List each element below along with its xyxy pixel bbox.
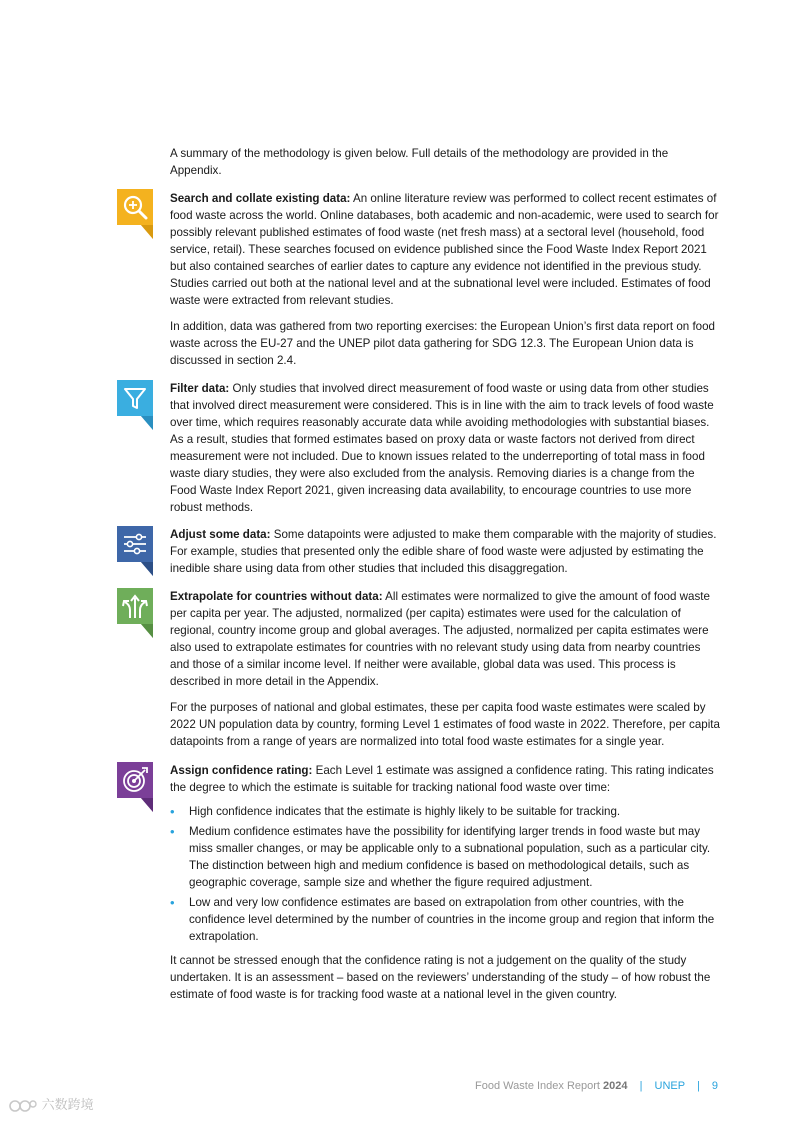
step-search-extra: In addition, data was gathered from two reporting exercises: the European Union’s first data report on food waste across the EU-27 and the UNEP pilot data gathering for SDG 12.3. The European Union data is discussed in section 2.4. xyxy=(170,320,716,367)
intro-paragraph: A summary of the methodology is given below. Full details of the methodology are provided in the Appendix. xyxy=(170,147,669,177)
watermark xyxy=(8,1096,94,1114)
watermark-text: 六数跨境 xyxy=(41,1097,94,1112)
funnel-icon xyxy=(117,380,155,432)
footer-separator: | xyxy=(639,1080,643,1092)
step-extrapolate-title: Extrapolate for countries without data: xyxy=(170,590,383,603)
list-item: • Medium confidence estimates have the possibility for identifying larger trends in food waste but may miss smaller changes, or may be applicable only to a subnational population, such as a particular city. The distinction between high and medium confidence is based on methodological details, such as geographic coverage, sample size and whether the figure required adjustment. xyxy=(170,823,722,891)
step-confidence-text: Each Level 1 estimate was assigned a confidence rating. This rating indicates the degree to which the estimate is suitable for tracking national food waste over time: xyxy=(170,764,714,794)
step-adjust-title: Adjust some data: xyxy=(170,528,271,541)
magnifier-icon xyxy=(117,189,155,241)
step-extrapolate-text: All estimates were normalized to give the amount of food waste per capita per year. The adjusted, normalized (per capita) estimates were used for the calculation of regional, country income group and global averages. The adjusted, normalized per capita estimates were also used to extrapolate estimates for countries with no relevant study using data from nearby countries and those of a similar income level. If neither were available, global data was used. This process is described in more detail in the Appendix. xyxy=(170,590,710,688)
page-number: 9 xyxy=(711,1080,718,1092)
sliders-icon xyxy=(117,526,155,578)
step-confidence-title: Assign confidence rating: xyxy=(170,764,313,777)
footer-report-title: Food Waste Index Report xyxy=(475,1080,604,1092)
step-filter xyxy=(170,380,722,516)
arrows-icon xyxy=(117,588,155,640)
step-adjust-text: Some datapoints were adjusted to make them comparable with the majority of studies. For example, studies that presented only the edible share of food waste were adjusted by estimating the inedible share using data from other studies that included this disaggregation. xyxy=(170,528,717,575)
step-extrapolate xyxy=(170,588,722,690)
step-extrapolate-extra: For the purposes of national and global estimates, these per capita food waste estimates were scaled by 2022 UN population data by country, forming Level 1 estimates of food waste in 2022. Therefore, per capita datapoints from a range of years are normalized into total food waste estimates for a single year. xyxy=(170,701,720,748)
step-search-title: Search and collate existing data: xyxy=(170,192,351,205)
step-search xyxy=(170,190,722,309)
step-adjust xyxy=(170,526,722,577)
page-footer xyxy=(475,1078,718,1095)
footer-org: UNEP xyxy=(654,1080,685,1092)
list-item: • High confidence indicates that the estimate is highly likely to be suitable for tracking. xyxy=(170,803,722,820)
watermark-logo-icon xyxy=(8,1098,38,1114)
target-icon xyxy=(117,762,155,814)
confidence-bullet-list xyxy=(170,803,722,945)
step-search-text: An online literature review was performed to collect recent estimates of food waste across the world. Online databases, both academic and non-academic, were used to search for possibly relevant published estimates of food waste (net fresh mass) at a sectoral level (household, food service, retail). These searches focused on evidence published since the Food Waste Index Report 2021 but also contained searches of earlier dates to capture any evidence not identified in the previous study. Studies carried out both at the national level and at the subnational level were included. Estimates of food waste were extracted from relevant studies. xyxy=(170,192,719,307)
closing-paragraph: It cannot be stressed enough that the confidence rating is not a judgement on the quality of the study undertaken. It is an assessment – based on the reviewers’ understanding of the study – of how robust the estimate of food waste is for tracking food waste at a national level in the given country. xyxy=(170,954,711,1001)
footer-separator: | xyxy=(696,1080,700,1092)
footer-report-year: 2024 xyxy=(603,1080,628,1092)
step-filter-text: Only studies that involved direct measurement of food waste or using data from other studies that involved direct measurement were considered. This is in line with the aim to track levels of food waste over time, which requires reasonably accurate data while avoiding methodologies with substantial biases. As a result, studies that formed estimates based on proxy data or waste factors not derived from direct measurement were not included. Due to known issues related to the underreporting of total mass in food waste diary studies, they were also excluded from the analysis. Removing diaries is a change from the Food Waste Index Report 2021, given increasing data availability, to encourage countries to use more robust methods. xyxy=(170,382,714,514)
list-item: • Low and very low confidence estimates are based on extrapolation from other countries, with the confidence level determined by the number of countries in the income group and region that inform the extrapolation. xyxy=(170,894,722,945)
step-filter-title: Filter data: xyxy=(170,382,230,395)
step-confidence xyxy=(170,762,722,796)
